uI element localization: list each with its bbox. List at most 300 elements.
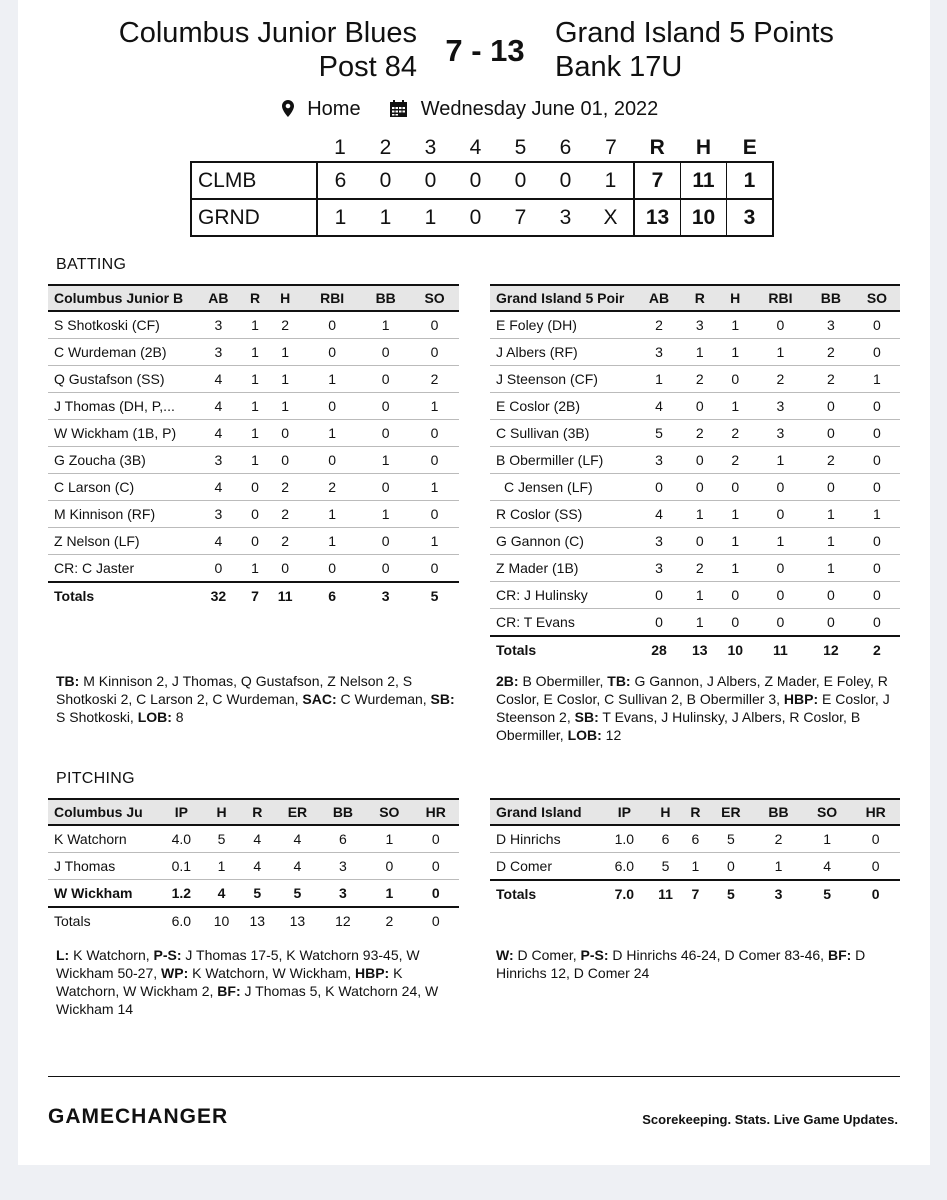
inning-runs: 6 <box>317 162 363 199</box>
stat-cell: 0 <box>243 528 267 555</box>
stat-total: 2 <box>854 636 900 663</box>
date <box>390 98 666 120</box>
stat-cell: 0 <box>851 825 900 853</box>
stat-cell: 2 <box>267 474 303 501</box>
stat-total: 5 <box>803 880 852 907</box>
stat-cell: 4 <box>636 501 682 528</box>
stat-total: 11 <box>267 582 303 609</box>
stat-column-header: H <box>648 799 684 825</box>
stat-cell: 1 <box>718 528 753 555</box>
player-name: Z Mader (1B) <box>490 555 636 582</box>
stat-cell: 6 <box>320 825 366 853</box>
batting-table-home <box>490 284 900 663</box>
table-header-row <box>48 799 459 825</box>
stat-cell: 0 <box>854 609 900 637</box>
stat-cell: 4 <box>275 853 320 880</box>
player-row <box>48 474 459 501</box>
stat-cell: 1 <box>753 339 808 366</box>
stat-total: 5 <box>708 880 755 907</box>
inning-runs: X <box>588 199 634 236</box>
stat-total: 0 <box>851 880 900 907</box>
note-value: J Thomas 5, K Watchorn 24, W Wickham 14 <box>56 983 439 1017</box>
stat-cell: 0 <box>410 555 459 583</box>
stat-cell: 1 <box>682 609 717 637</box>
home-team-line2: Bank 17U <box>555 51 683 83</box>
pitcher-name: K Watchorn <box>48 825 159 853</box>
stat-column-header: H <box>267 285 303 311</box>
stat-cell: 2 <box>410 366 459 393</box>
table-header-row <box>48 285 459 311</box>
player-name: Q Gustafson (SS) <box>48 366 194 393</box>
stat-cell: 2 <box>718 447 753 474</box>
stat-cell: 0.1 <box>159 853 204 880</box>
stat-total: 13 <box>275 907 320 934</box>
player-row <box>48 447 459 474</box>
stat-column-header: R <box>239 799 275 825</box>
stat-cell: 3 <box>320 880 366 908</box>
stat-cell: 0 <box>854 420 900 447</box>
stat-cell: 1 <box>718 555 753 582</box>
away-team-name <box>37 16 417 84</box>
stat-cell: 4 <box>803 853 852 881</box>
note-key: SB: <box>574 709 599 725</box>
note-value: D Comer, <box>513 947 581 963</box>
stat-cell: 0 <box>366 853 412 880</box>
stat-cell: 1.0 <box>601 825 648 853</box>
stat-cell: 0 <box>243 501 267 528</box>
stat-column-header: HR <box>413 799 459 825</box>
stat-cell: 1 <box>854 366 900 393</box>
stat-cell: 3 <box>636 339 682 366</box>
stat-cell: 0 <box>808 582 854 609</box>
note-key: TB: <box>56 673 80 689</box>
inning-2-header: 2 <box>379 136 392 159</box>
batting-section-title: BATTING <box>56 256 127 273</box>
away-team-line1: Columbus Junior Blues <box>118 17 417 49</box>
stat-cell: 0 <box>753 311 808 339</box>
team-column-header: Columbus Junior B <box>48 285 194 311</box>
stat-total: 7.0 <box>601 880 648 907</box>
stat-cell: 0 <box>361 366 410 393</box>
stat-cell: 3 <box>194 447 243 474</box>
inning-runs: 7 <box>498 199 543 236</box>
stat-cell: 0 <box>808 393 854 420</box>
note-key: 2B: <box>496 673 519 689</box>
totals-row <box>490 636 900 663</box>
inning-runs: 0 <box>498 162 543 199</box>
stat-cell: 4 <box>194 420 243 447</box>
stat-column-header: H <box>718 285 753 311</box>
player-name: E Coslor (2B) <box>490 393 636 420</box>
player-row <box>490 474 900 501</box>
stat-cell: 4 <box>239 853 275 880</box>
stat-cell: 0 <box>410 420 459 447</box>
team-column-header: Grand Island <box>490 799 601 825</box>
note-key: SAC: <box>302 691 337 707</box>
stat-cell: 4 <box>636 393 682 420</box>
stat-cell: 0 <box>194 555 243 583</box>
inning-runs: 0 <box>408 162 453 199</box>
stat-cell: 0 <box>753 582 808 609</box>
final-score: 7 - 13 <box>445 33 525 68</box>
stat-cell: 6.0 <box>601 853 648 881</box>
note-value: J Thomas 17-5, K Watchorn 93-45, W Wickham 50-27, <box>56 947 420 981</box>
stat-column-header: AB <box>194 285 243 311</box>
stat-column-header: H <box>204 799 240 825</box>
player-name: C Sullivan (3B) <box>490 420 636 447</box>
stat-column-header: RBI <box>753 285 808 311</box>
stat-cell: 0 <box>361 420 410 447</box>
stat-cell: 1 <box>204 853 240 880</box>
stat-cell: 2 <box>267 501 303 528</box>
game-header <box>18 16 930 96</box>
pitcher-name: W Wickham <box>48 880 159 908</box>
player-row <box>490 609 900 637</box>
errors-header: E <box>742 136 757 159</box>
note-value: K Watchorn, <box>69 947 154 963</box>
stat-cell: 2 <box>808 447 854 474</box>
stat-cell: 1 <box>366 825 412 853</box>
linescore-corner <box>191 135 317 162</box>
player-row <box>48 555 459 583</box>
stat-cell: 2 <box>754 825 803 853</box>
player-name: C Larson (C) <box>48 474 194 501</box>
stat-total: 11 <box>753 636 808 663</box>
stat-cell: 1 <box>854 501 900 528</box>
stat-column-header: BB <box>808 285 854 311</box>
stat-cell: 0 <box>303 393 361 420</box>
player-row <box>48 420 459 447</box>
pitching-section-title: PITCHING <box>56 770 135 787</box>
stat-cell: 0 <box>410 447 459 474</box>
stat-cell: 1 <box>267 393 303 420</box>
note-key: L: <box>56 947 70 963</box>
pitching-table-away <box>48 798 459 934</box>
player-name: J Thomas (DH, P,... <box>48 393 194 420</box>
stat-total: 32 <box>194 582 243 609</box>
stat-cell: 0 <box>808 609 854 637</box>
stat-cell: 1 <box>243 311 267 339</box>
stat-column-header: ER <box>708 799 755 825</box>
stat-total: 7 <box>243 582 267 609</box>
stat-cell: 1 <box>718 339 753 366</box>
stat-total: 2 <box>366 907 412 934</box>
stat-column-header: BB <box>754 799 803 825</box>
player-name: C Wurdeman (2B) <box>48 339 194 366</box>
stat-total: 28 <box>636 636 682 663</box>
pitcher-name: J Thomas <box>48 853 159 880</box>
stat-cell: 1 <box>243 447 267 474</box>
stat-cell: 0 <box>854 393 900 420</box>
stat-column-header: R <box>682 285 717 311</box>
stat-cell: 1 <box>808 501 854 528</box>
stat-cell: 1 <box>682 339 717 366</box>
pitching-notes-home <box>496 946 906 982</box>
inning-5-header: 5 <box>514 136 527 159</box>
note-key: BF: <box>217 983 241 999</box>
stat-cell: 1 <box>361 501 410 528</box>
stat-cell: 0 <box>303 447 361 474</box>
stat-column-header: R <box>683 799 707 825</box>
batting-table-away <box>48 284 459 609</box>
date-text: Wednesday June 01, 2022 <box>420 98 659 120</box>
player-name: CR: C Jaster <box>48 555 194 583</box>
stat-cell: 0 <box>361 393 410 420</box>
stat-cell: 0 <box>267 420 303 447</box>
stat-total: 6.0 <box>159 907 204 934</box>
stat-cell: 0 <box>303 555 361 583</box>
stat-cell: 0 <box>851 853 900 881</box>
stat-total: 7 <box>683 880 707 907</box>
stat-total: 5 <box>410 582 459 609</box>
note-value: T Evans, J Hulinsky, J Albers, R Coslor, B Obermiller, <box>496 709 861 743</box>
stat-cell: 1 <box>366 880 412 908</box>
stat-cell: 0 <box>243 474 267 501</box>
stat-cell: 0 <box>636 609 682 637</box>
stat-cell: 1 <box>243 393 267 420</box>
stat-total: 12 <box>320 907 366 934</box>
player-row <box>490 366 900 393</box>
stat-cell: 5 <box>275 880 320 908</box>
totals-row <box>490 880 900 907</box>
stat-cell: 5 <box>708 825 755 853</box>
pitcher-row <box>490 825 900 853</box>
stat-total: 3 <box>361 582 410 609</box>
stat-column-header: ER <box>275 799 320 825</box>
stat-total: 0 <box>413 907 459 934</box>
away-team-line2: Post 84 <box>318 51 417 83</box>
stat-cell: 1 <box>303 501 361 528</box>
stat-cell: 1 <box>243 366 267 393</box>
player-name: J Steenson (CF) <box>490 366 636 393</box>
note-value: D Hinrichs 46-24, D Comer 83-46, <box>608 947 828 963</box>
calendar-icon <box>390 100 407 117</box>
stat-cell: 3 <box>808 311 854 339</box>
stat-cell: 1 <box>243 339 267 366</box>
player-name: J Albers (RF) <box>490 339 636 366</box>
stat-column-header: RBI <box>303 285 361 311</box>
note-value: K Watchorn, W Wickham, <box>188 965 355 981</box>
footer-tagline: Scorekeeping. Stats. Live Game Updates. <box>642 1112 898 1127</box>
stat-cell: 0 <box>361 474 410 501</box>
total-hits: 11 <box>681 162 727 199</box>
stat-cell: 0 <box>718 366 753 393</box>
note-value: C Wurdeman, <box>336 691 431 707</box>
stat-cell: 1 <box>303 528 361 555</box>
player-row <box>48 366 459 393</box>
stat-cell: 0 <box>753 501 808 528</box>
team-column-header: Grand Island 5 Poir <box>490 285 636 311</box>
stat-cell: 2 <box>267 311 303 339</box>
stat-cell: 3 <box>194 501 243 528</box>
stat-cell: 1 <box>754 853 803 881</box>
total-runs: 7 <box>634 162 681 199</box>
stat-column-header: SO <box>854 285 900 311</box>
stat-cell: 1.2 <box>159 880 204 908</box>
note-value: S Shotkoski, <box>56 709 138 725</box>
inning-4-header: 4 <box>469 136 482 159</box>
stat-cell: 0 <box>854 311 900 339</box>
totals-row <box>48 582 459 609</box>
stat-cell: 1 <box>410 474 459 501</box>
stat-cell: 1 <box>267 339 303 366</box>
note-key: SB: <box>430 691 455 707</box>
stat-cell: 4 <box>239 825 275 853</box>
note-value: B Obermiller, <box>518 673 608 689</box>
stat-cell: 0 <box>854 582 900 609</box>
note-key: P-S: <box>580 947 609 963</box>
stat-cell: 0 <box>854 528 900 555</box>
stat-cell: 0 <box>753 609 808 637</box>
stat-cell: 0 <box>753 555 808 582</box>
stat-cell: 0 <box>718 609 753 637</box>
stat-cell: 0 <box>682 474 717 501</box>
pitcher-row <box>48 853 459 880</box>
stat-cell: 1 <box>361 311 410 339</box>
stat-cell: 0 <box>854 555 900 582</box>
totals-label: Totals <box>48 907 159 934</box>
player-row <box>490 311 900 339</box>
linescore-row-away <box>191 162 773 199</box>
stat-cell: 2 <box>682 420 717 447</box>
stat-cell: 2 <box>753 366 808 393</box>
team-column-header: Columbus Ju <box>48 799 159 825</box>
stat-cell: 0 <box>303 311 361 339</box>
stat-cell: 2 <box>808 339 854 366</box>
stat-cell: 0 <box>682 528 717 555</box>
stat-cell: 1 <box>361 447 410 474</box>
note-key: P-S: <box>153 947 182 963</box>
stat-cell: 1 <box>303 366 361 393</box>
team-abbr: GRND <box>191 199 317 236</box>
stat-column-header: HR <box>851 799 900 825</box>
stat-cell: 1 <box>682 501 717 528</box>
home-team-line1: Grand Island 5 Points <box>555 17 834 49</box>
inning-runs: 0 <box>453 162 498 199</box>
stat-cell: 1 <box>718 501 753 528</box>
player-row <box>48 528 459 555</box>
stat-cell: 0 <box>854 447 900 474</box>
stat-column-header: SO <box>410 285 459 311</box>
pitching-table-home <box>490 798 900 907</box>
stat-cell: 0 <box>808 420 854 447</box>
stat-cell: 3 <box>320 853 366 880</box>
stat-cell: 5 <box>636 420 682 447</box>
player-row <box>48 311 459 339</box>
gamechanger-logo: GAMECHANGER <box>48 1105 229 1128</box>
inning-3-header: 3 <box>424 136 437 159</box>
stat-column-header: AB <box>636 285 682 311</box>
note-value: 8 <box>171 709 184 725</box>
player-row <box>490 420 900 447</box>
player-row <box>490 339 900 366</box>
stat-total: 13 <box>239 907 275 934</box>
box-score-page <box>18 0 930 1165</box>
totals-label: Totals <box>490 636 636 663</box>
stat-cell: 0 <box>753 474 808 501</box>
location <box>282 98 374 120</box>
pitcher-row <box>48 825 459 853</box>
note-key: HBP: <box>783 691 819 707</box>
total-errors: 1 <box>727 162 774 199</box>
stat-cell: 1 <box>410 393 459 420</box>
stat-cell: 3 <box>636 555 682 582</box>
map-pin-icon <box>282 100 294 117</box>
stat-cell: 3 <box>636 447 682 474</box>
stat-column-header: SO <box>366 799 412 825</box>
linescore-table <box>190 135 774 237</box>
stat-cell: 0 <box>303 339 361 366</box>
stat-cell: 3 <box>194 339 243 366</box>
note-key: BF: <box>827 947 852 963</box>
stat-cell: 4 <box>194 528 243 555</box>
home-team-name <box>555 16 915 84</box>
player-row <box>490 447 900 474</box>
player-name: E Foley (DH) <box>490 311 636 339</box>
stat-column-header: IP <box>159 799 204 825</box>
pitching-notes-away <box>56 946 466 1018</box>
stat-cell: 4 <box>275 825 320 853</box>
stat-column-header: R <box>243 285 267 311</box>
stat-column-header: BB <box>361 285 410 311</box>
hits-header: H <box>695 136 712 159</box>
stat-cell: 0 <box>413 853 459 880</box>
note-key: LOB: <box>137 709 172 725</box>
stat-cell: 1 <box>753 447 808 474</box>
inning-runs: 1 <box>363 199 408 236</box>
stat-cell: 2 <box>303 474 361 501</box>
stat-cell: 1 <box>718 393 753 420</box>
note-key: WP: <box>161 965 189 981</box>
stat-cell: 0 <box>361 555 410 583</box>
linescore-row-home <box>191 199 773 236</box>
inning-7-header: 7 <box>605 136 617 159</box>
stat-cell: 1 <box>243 420 267 447</box>
total-runs: 13 <box>634 199 681 236</box>
stat-cell: 0 <box>636 582 682 609</box>
linescore-header <box>191 135 773 162</box>
stat-cell: 0 <box>854 474 900 501</box>
stat-cell: 1 <box>410 528 459 555</box>
stat-cell: 0 <box>267 555 303 583</box>
table-header-row <box>490 799 900 825</box>
stat-cell: 6 <box>683 825 707 853</box>
stat-cell: 0 <box>413 880 459 908</box>
table-header-row <box>490 285 900 311</box>
stat-cell: 2 <box>718 420 753 447</box>
stat-cell: 0 <box>682 393 717 420</box>
inning-runs: 0 <box>453 199 498 236</box>
stat-cell: 1 <box>808 555 854 582</box>
stat-cell: 0 <box>682 447 717 474</box>
inning-runs: 0 <box>543 162 588 199</box>
game-meta <box>18 98 930 121</box>
location-text: Home <box>307 98 361 120</box>
stat-cell: 1 <box>267 366 303 393</box>
player-name: M Kinnison (RF) <box>48 501 194 528</box>
note-key: W: <box>496 947 514 963</box>
stat-cell: 0 <box>413 825 459 853</box>
stat-cell: 4 <box>204 880 240 908</box>
stat-total: 11 <box>648 880 684 907</box>
stat-cell: 4 <box>194 366 243 393</box>
player-row <box>490 582 900 609</box>
team-abbr: CLMB <box>191 162 317 199</box>
total-errors: 3 <box>727 199 774 236</box>
stat-cell: 0 <box>410 501 459 528</box>
inning-runs: 0 <box>363 162 408 199</box>
stat-cell: 1 <box>243 555 267 583</box>
